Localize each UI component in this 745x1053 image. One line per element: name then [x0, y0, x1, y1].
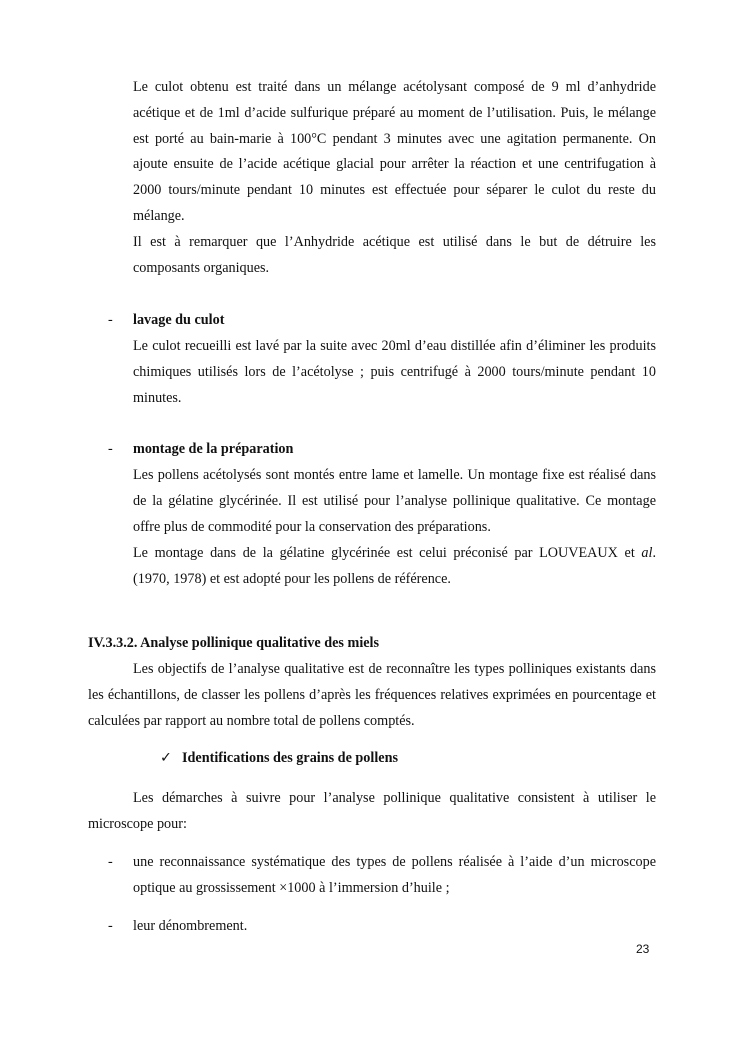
paragraph-montage-louveaux — [133, 541, 656, 593]
checkmark-icon: ✓ — [160, 750, 172, 766]
bullet-dash-montage: - — [108, 441, 113, 457]
paragraph-culot-traitement: Le culot obtenu est traité dans un mélange acétolysant composé de 9 ml d’anhydride acétique et de 1ml d’acide sulfurique préparé au moment de l’utilisation. Puis, le mélange est porté au bain-marie à 100°C pendant 3 minutes avec une agitation permanente. On ajoute ensuite de l’acide acétique glacial pour arrêter la réaction et une centrifugation à 2000 tours/minute pendant 10 minutes est effectuée pour séparer le culot du reste du mélange. — [133, 79, 656, 224]
paragraph-demarches: Les démarches à suivre pour l’analyse pollinique qualitative consistent à utiliser le microscope pour: — [88, 790, 656, 832]
section-heading: IV.3.3.2. Analyse pollinique qualitative des miels — [88, 635, 380, 651]
list-item-denombrement: leur dénombrement. — [133, 918, 248, 934]
text-louveaux-before: Le montage dans de la gélatine glycérinée est celui préconisé par LOUVEAUX et — [133, 545, 642, 561]
bullet-dash-item-2: - — [108, 918, 113, 934]
text-al-italic: al — [641, 545, 653, 561]
bullet-dash-item-1: - — [108, 854, 113, 870]
paragraph-anhydride-remarque: Il est à remarquer que l’Anhydride acétique est utilisé dans le but de détruire les composants organiques. — [133, 234, 656, 276]
text-louveaux-after: . (1970, 1978) et est adopté pour les pollens de référence. — [133, 545, 656, 587]
paragraph-lavage: Le culot recueilli est lavé par la suite avec 20ml d’eau distillée afin d’éliminer les produits chimiques utilisés lors de l’acétolyse ; puis centrifugé à 2000 tours/minute pendant 10 minutes. — [133, 338, 656, 406]
bullet-dash-lavage: - — [108, 312, 113, 328]
paragraph-montage: Les pollens acétolysés sont montés entre lame et lamelle. Un montage fixe est réalisé dans de la gélatine glycérinée. Il est utilisé pour l’analyse pollinique qualitative. Ce montage offre plus de commodité pour la conservation des préparations. — [133, 467, 656, 535]
page-number: 23 — [636, 942, 650, 956]
subheading-identifications: Identifications des grains de pollens — [182, 750, 398, 766]
subtitle-montage-preparation: montage de la préparation — [133, 441, 294, 457]
paragraph-objectifs: Les objectifs de l’analyse qualitative est de reconnaître les types polliniques existants dans les échantillons, de classer les pollens d’après les fréquences relatives exprimées en pourcentage et calculées par rapport au nombre total de pollens comptés. — [88, 661, 656, 729]
list-item-reconnaissance: une reconnaissance systématique des types de pollens réalisée à l’aide d’un microscope optique au grossissement ×1000 à l’immersion d’huile ; — [133, 854, 656, 896]
subtitle-lavage-du-culot: lavage du culot — [133, 312, 225, 328]
